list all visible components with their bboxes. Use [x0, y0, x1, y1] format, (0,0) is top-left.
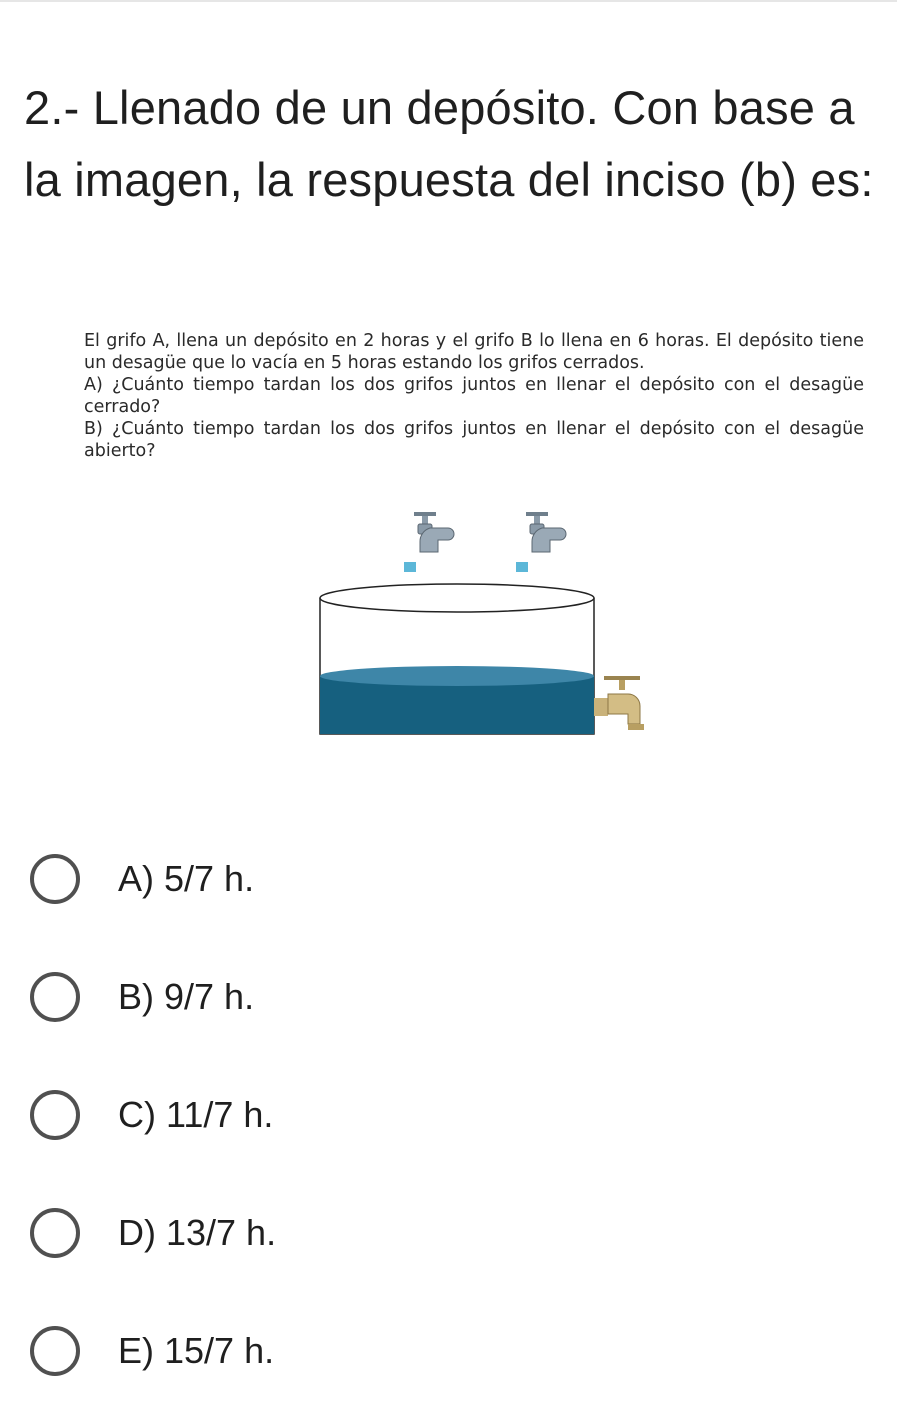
answer-options [24, 820, 884, 1410]
option-e[interactable] [24, 1292, 884, 1410]
problem-image [84, 330, 864, 750]
option-label: E) 15/7 h. [118, 1330, 275, 1371]
option-label: A) 5/7 h. [118, 858, 255, 899]
option-label: C) 11/7 h. [118, 1094, 274, 1135]
radio-button-icon[interactable] [30, 1208, 80, 1258]
drain-tap-icon [594, 676, 644, 730]
problem-statement: El grifo A, llena un depósito en 2 horas y el grifo B lo llena en 6 horas. El depósito tiene un desagüe que lo vacía en 5 horas estando los grifos cerrados. [84, 331, 864, 373]
problem-part-b: B) ¿Cuánto tiempo tardan los dos grifos juntos en llenar el depósito con el desagüe abierto? [84, 419, 864, 461]
option-b[interactable] [24, 938, 884, 1056]
water-tank [320, 584, 594, 734]
top-divider [0, 0, 897, 2]
faucet-b-icon [516, 512, 566, 572]
radio-button-icon[interactable] [30, 1326, 80, 1376]
option-label: D) 13/7 h. [118, 1212, 277, 1253]
radio-button-icon[interactable] [30, 1090, 80, 1140]
radio-button-icon[interactable] [30, 972, 80, 1022]
radio-button-icon[interactable] [30, 854, 80, 904]
tank-illustration [304, 506, 684, 746]
problem-part-a: A) ¿Cuánto tiempo tardan los dos grifos juntos en llenar el depósito con el desagüe cerrado? [84, 375, 864, 417]
question-title: 2.- Llenado de un depósito. Con base a la imagen, la respuesta del inciso (b) es: [24, 81, 874, 206]
option-d[interactable] [24, 1174, 884, 1292]
option-c[interactable] [24, 1056, 884, 1174]
option-label: B) 9/7 h. [118, 976, 255, 1017]
option-a[interactable] [24, 820, 884, 938]
faucet-a-icon [404, 512, 454, 572]
